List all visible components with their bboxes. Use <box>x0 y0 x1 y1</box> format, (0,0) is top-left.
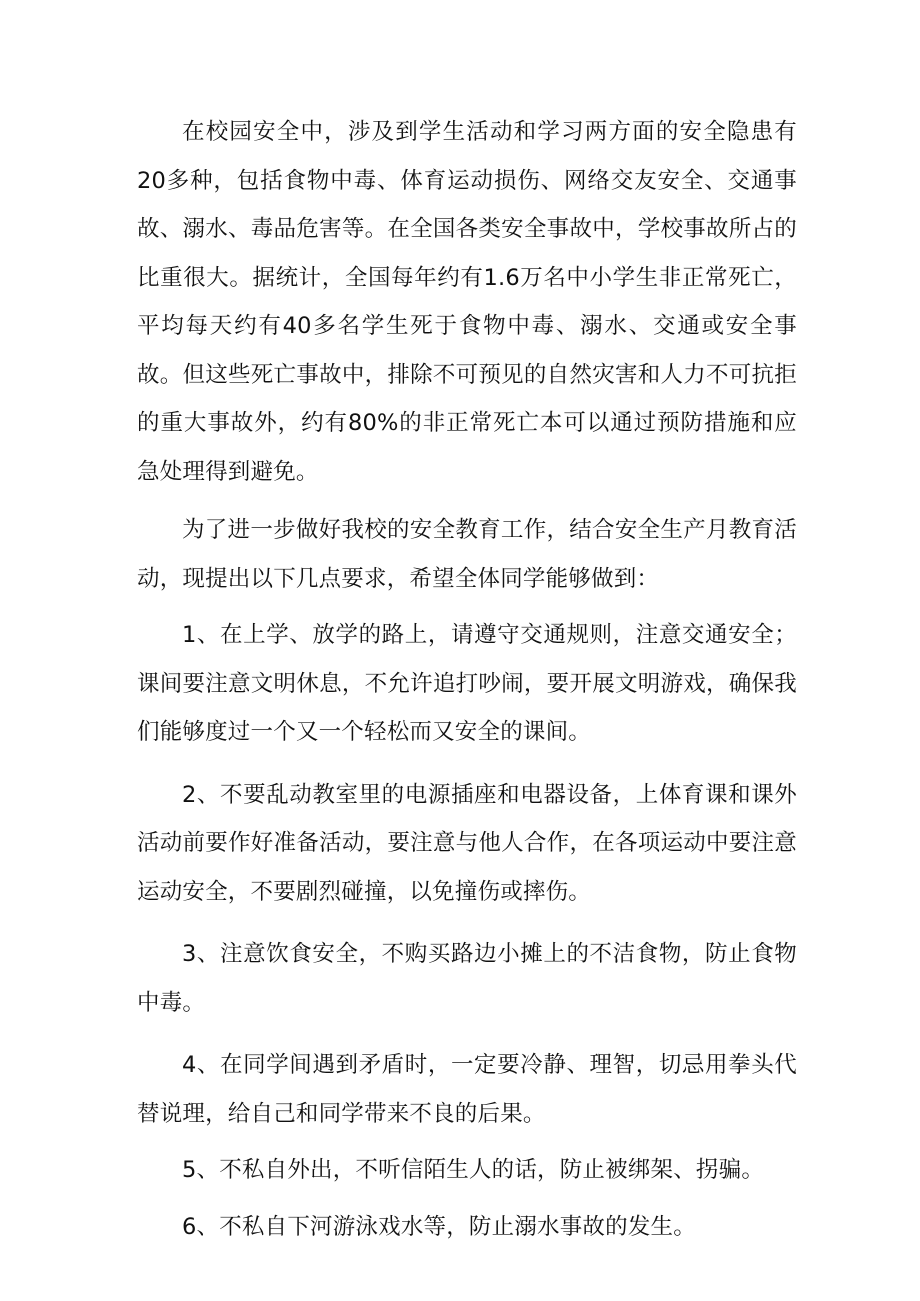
paragraph-requirements: 为了进一步做好我校的安全教育工作，结合安全生产月教育活动，现提出以下几点要求，希望全体同学能够做到： <box>137 517 797 592</box>
list-item-5: 5、不私自外出，不听信陌生人的话，防止被绑架、拐骗。 <box>182 1157 765 1183</box>
list-item-3: 3、注意饮食安全，不购买路边小摊上的不洁食物，防止食物中毒。 <box>137 941 797 1016</box>
document-body <box>137 108 797 1251</box>
list-item-2: 2、不要乱动教室里的电源插座和电器设备，上体育课和课外活动前要作好准备活动，要注意与他人合作，在各项运动中要注意运动安全，不要剧烈碰撞，以免撞伤或摔伤。 <box>137 781 797 905</box>
list-item-1: 1、在上学、放学的路上，请遵守交通规则，注意交通安全；课间要注意文明休息，不允许追打吵闹，要开展文明游戏，确保我们能够度过一个又一个轻松而又安全的课间。 <box>137 622 797 745</box>
list-item-4: 4、在同学间遇到矛盾时，一定要冷静、理智，切忌用拳头代替说理，给自己和同学带来不良的后果。 <box>137 1052 797 1127</box>
list-item-6: 6、不私自下河游泳戏水等，防止溺水事故的发生。 <box>182 1213 696 1240</box>
paragraph-intro: 在校园安全中，涉及到学生活动和学习两方面的安全隐患有20多种，包括食物中毒、体育运动损伤、网络交友安全、交通事故、溺水、毒品危害等。在全国各类安全事故中，学校事故所占的比重很大。据统计，全国每年约有1.6万名中小学生非正常死亡，平均每天约有40多名学生死于食物中毒、溺水、交通或安全事故。但这些死亡事故中，排除不可预见的自然灾害和人力不可抗拒的重大事故外，约有80%的非正常死亡本可以通过预防措施和应急处理得到避免。 <box>137 119 797 485</box>
